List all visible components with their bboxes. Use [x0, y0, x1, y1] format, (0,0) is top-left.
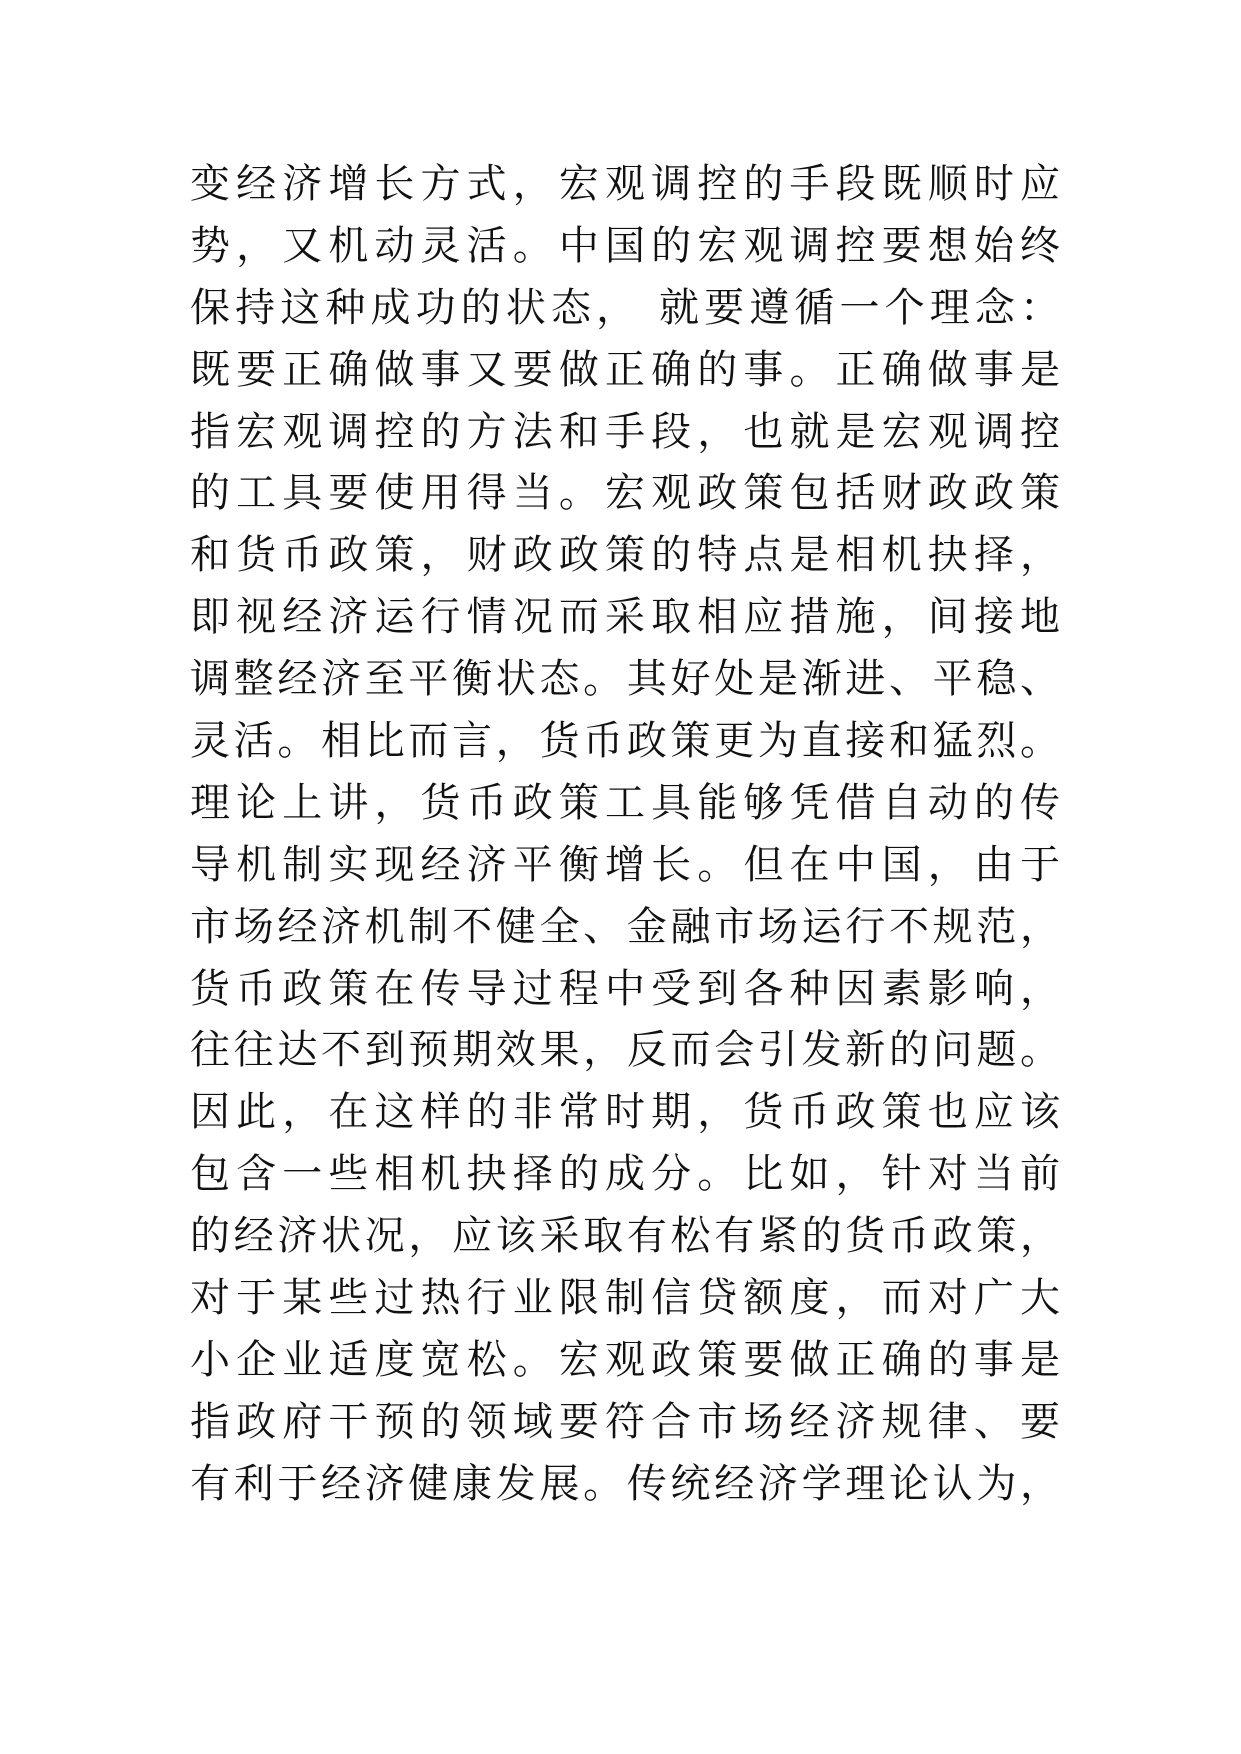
text-line: 指政府干预的领域要符合市场经济规律、要 — [190, 1398, 1060, 1445]
text-line: 往往达不到预期效果，反而会引发新的问题。 — [190, 1027, 1060, 1074]
text-line: 即视经济运行情况而采取相应措施，间接地 — [190, 594, 1060, 641]
text-line: 对于某些过热行业限制信贷额度，而对广大 — [190, 1275, 1060, 1322]
text-line: 市场经济机制不健全、金融市场运行不规范， — [190, 903, 1060, 950]
text-line: 导机制实现经济平衡增长。但在中国，由于 — [190, 841, 1060, 888]
text-line: 有利于经济健康发展。传统经济学理论认为， — [190, 1460, 1060, 1507]
text-line: 包含一些相机抉择的成分。比如，针对当前 — [190, 1151, 1060, 1198]
text-line: 理论上讲，货币政策工具能够凭借自动的传 — [190, 779, 1060, 826]
text-line: 变经济增长方式，宏观调控的手段既顺时应 — [190, 161, 1060, 207]
body-text — [190, 154, 1060, 1516]
text-line: 指宏观调控的方法和手段，也就是宏观调控 — [190, 408, 1060, 455]
text-line: 货币政策在传导过程中受到各种因素影响， — [190, 965, 1060, 1012]
text-line: 调整经济至平衡状态。其好处是渐进、平稳、 — [190, 656, 1060, 703]
text-line: 小企业适度宽松。宏观政策要做正确的事是 — [190, 1336, 1060, 1383]
text-line: 势，又机动灵活。中国的宏观调控要想始终 — [190, 222, 1060, 269]
text-line: 的工具要使用得当。宏观政策包括财政政策 — [190, 470, 1060, 517]
text-line: 因此，在这样的非常时期，货币政策也应该 — [190, 1089, 1060, 1136]
text-line: 灵活。相比而言，货币政策更为直接和猛烈。 — [190, 718, 1060, 765]
text-line: 保持这种成功的状态， 就要遵循一个理念： — [190, 284, 1060, 331]
text-line: 既要正确做事又要做正确的事。正确做事是 — [190, 346, 1060, 393]
text-line: 的经济状况，应该采取有松有紧的货币政策， — [190, 1213, 1060, 1260]
text-line: 和货币政策，财政政策的特点是相机抉择， — [190, 532, 1060, 579]
